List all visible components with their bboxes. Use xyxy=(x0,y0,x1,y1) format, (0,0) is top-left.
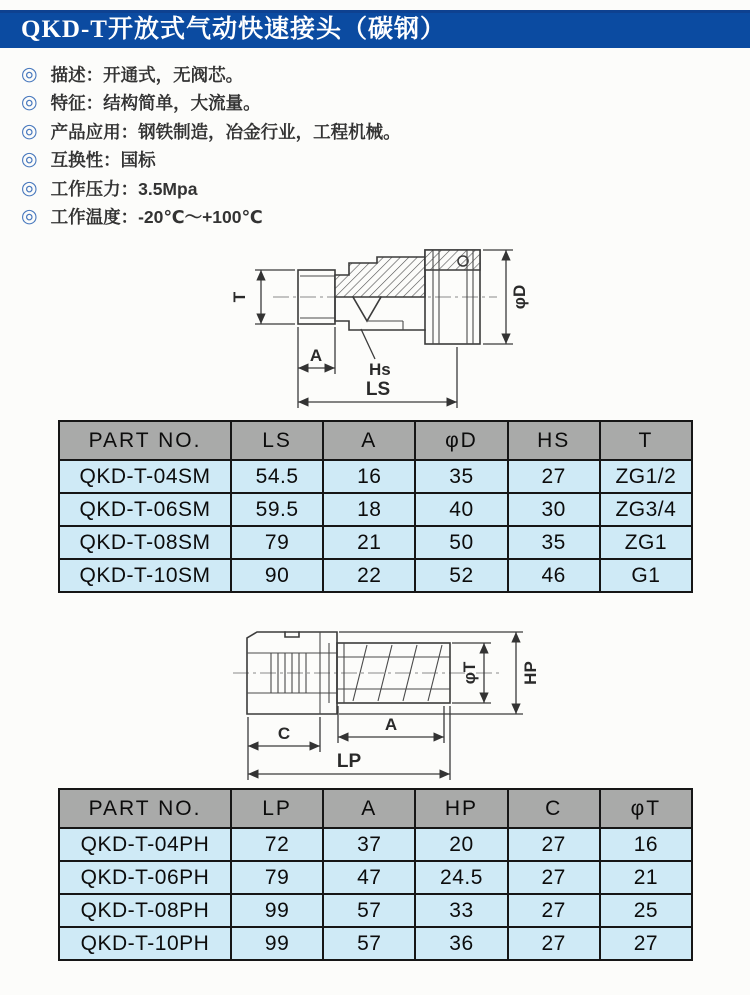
value-cell: 20 xyxy=(415,828,507,861)
table-row xyxy=(59,861,692,894)
dimension-A xyxy=(338,706,444,743)
value-cell: G1 xyxy=(600,559,692,592)
column-header: A xyxy=(323,421,415,460)
feature-list xyxy=(21,60,401,231)
value-cell: 35 xyxy=(508,526,600,559)
dim-label-C: C xyxy=(277,724,291,743)
part-no-cell: QKD-T-04SM xyxy=(59,460,231,493)
column-header: φD xyxy=(415,421,507,460)
value-cell: ZG3/4 xyxy=(600,493,692,526)
value-cell: 21 xyxy=(600,861,692,894)
part-no-cell: QKD-T-10SM xyxy=(59,559,231,592)
value-cell: 35 xyxy=(415,460,507,493)
value-cell: ZG1/2 xyxy=(600,460,692,493)
value-cell: 79 xyxy=(231,526,323,559)
dim-label-HP: HP xyxy=(521,661,540,685)
dimension-C xyxy=(248,717,320,780)
value-cell: 50 xyxy=(415,526,507,559)
table-row xyxy=(59,894,692,927)
feature-text: 产品应用：钢铁制造，冶金行业，工程机械。 xyxy=(50,121,401,142)
socket-dimension-drawing xyxy=(225,237,535,417)
value-cell: 16 xyxy=(600,828,692,861)
column-header: φT xyxy=(600,789,692,828)
table-header-row xyxy=(59,789,692,828)
part-no-cell: QKD-T-08SM xyxy=(59,526,231,559)
value-cell: 46 xyxy=(508,559,600,592)
column-header: PART NO. xyxy=(59,789,231,828)
feature-item xyxy=(21,146,401,175)
part-no-cell: QKD-T-04PH xyxy=(59,828,231,861)
value-cell: 18 xyxy=(323,493,415,526)
value-cell: 57 xyxy=(323,894,415,927)
value-cell: 16 xyxy=(323,460,415,493)
value-cell: 37 xyxy=(323,828,415,861)
table-row xyxy=(59,828,692,861)
dim-label-A: A xyxy=(309,346,323,365)
dim-label-A: A xyxy=(384,715,398,734)
table-row xyxy=(59,927,692,960)
value-cell: 79 xyxy=(231,861,323,894)
title-banner xyxy=(0,10,750,48)
feature-text: 互换性：国标 xyxy=(50,150,156,171)
value-cell: 21 xyxy=(323,526,415,559)
coupling-body-outline xyxy=(298,250,480,344)
ph-spec-table xyxy=(58,788,693,961)
value-cell: 72 xyxy=(231,828,323,861)
plug-dimension-drawing xyxy=(225,612,545,792)
value-cell: 52 xyxy=(415,559,507,592)
dim-label-LS: LS xyxy=(365,379,391,400)
dim-label-LP: LP xyxy=(336,751,362,772)
value-cell: 40 xyxy=(415,493,507,526)
value-cell: 99 xyxy=(231,894,323,927)
value-cell: 59.5 xyxy=(231,493,323,526)
value-cell: 27 xyxy=(508,861,600,894)
value-cell: 27 xyxy=(600,927,692,960)
column-header: LS xyxy=(231,421,323,460)
column-header: HS xyxy=(508,421,600,460)
double-circle-bullet-icon: ◎ xyxy=(21,63,38,85)
double-circle-bullet-icon: ◎ xyxy=(21,206,38,228)
value-cell: 24.5 xyxy=(415,861,507,894)
feature-item xyxy=(21,203,401,232)
value-cell: 33 xyxy=(415,894,507,927)
page-title: QKD-T开放式气动快速接头（碳钢） xyxy=(21,16,446,43)
value-cell: 99 xyxy=(231,927,323,960)
value-cell: 27 xyxy=(508,927,600,960)
double-circle-bullet-icon: ◎ xyxy=(21,92,38,114)
part-no-cell: QKD-T-06SM xyxy=(59,493,231,526)
feature-text: 描述：开通式，无阀芯。 xyxy=(50,64,244,85)
dim-label-Hs: Hs xyxy=(369,360,391,379)
feature-text: 工作压力：3.5Mpa xyxy=(50,178,198,199)
table-header-row xyxy=(59,421,692,460)
feature-text: 特征：结构简单，大流量。 xyxy=(50,93,261,114)
double-circle-bullet-icon: ◎ xyxy=(21,149,38,171)
dim-label-phi-D: φD xyxy=(510,284,529,310)
part-no-cell: QKD-T-06PH xyxy=(59,861,231,894)
table-row xyxy=(59,460,692,493)
table-row xyxy=(59,559,692,592)
column-header: HP xyxy=(415,789,507,828)
column-header: T xyxy=(600,421,692,460)
double-circle-bullet-icon: ◎ xyxy=(21,177,38,199)
value-cell: 30 xyxy=(508,493,600,526)
value-cell: 57 xyxy=(323,927,415,960)
table-row xyxy=(59,493,692,526)
value-cell: 47 xyxy=(323,861,415,894)
dimension-A xyxy=(298,327,335,408)
sm-spec-table xyxy=(58,420,693,593)
column-header: A xyxy=(323,789,415,828)
value-cell: 27 xyxy=(508,828,600,861)
dimension-Hs xyxy=(361,329,391,379)
plug-drawing-svg xyxy=(225,612,545,787)
double-circle-bullet-icon: ◎ xyxy=(21,120,38,142)
feature-item xyxy=(21,174,401,203)
value-cell: 27 xyxy=(508,460,600,493)
value-cell: 36 xyxy=(415,927,507,960)
value-cell: 25 xyxy=(600,894,692,927)
part-no-cell: QKD-T-08PH xyxy=(59,894,231,927)
feature-item xyxy=(21,89,401,118)
dimension-LP xyxy=(248,706,450,780)
table-row xyxy=(59,526,692,559)
feature-text: 工作温度：-20℃～+100℃ xyxy=(50,207,263,228)
part-no-cell: QKD-T-10PH xyxy=(59,927,231,960)
column-header: PART NO. xyxy=(59,421,231,460)
value-cell: 90 xyxy=(231,559,323,592)
feature-item xyxy=(21,60,401,89)
feature-item xyxy=(21,117,401,146)
dim-label-phi-T: φT xyxy=(460,661,479,685)
value-cell: 54.5 xyxy=(231,460,323,493)
socket-drawing-svg xyxy=(225,237,535,412)
value-cell: ZG1 xyxy=(600,526,692,559)
column-header: LP xyxy=(231,789,323,828)
value-cell: 27 xyxy=(508,894,600,927)
dim-label-T: T xyxy=(230,291,249,303)
column-header: C xyxy=(508,789,600,828)
value-cell: 22 xyxy=(323,559,415,592)
